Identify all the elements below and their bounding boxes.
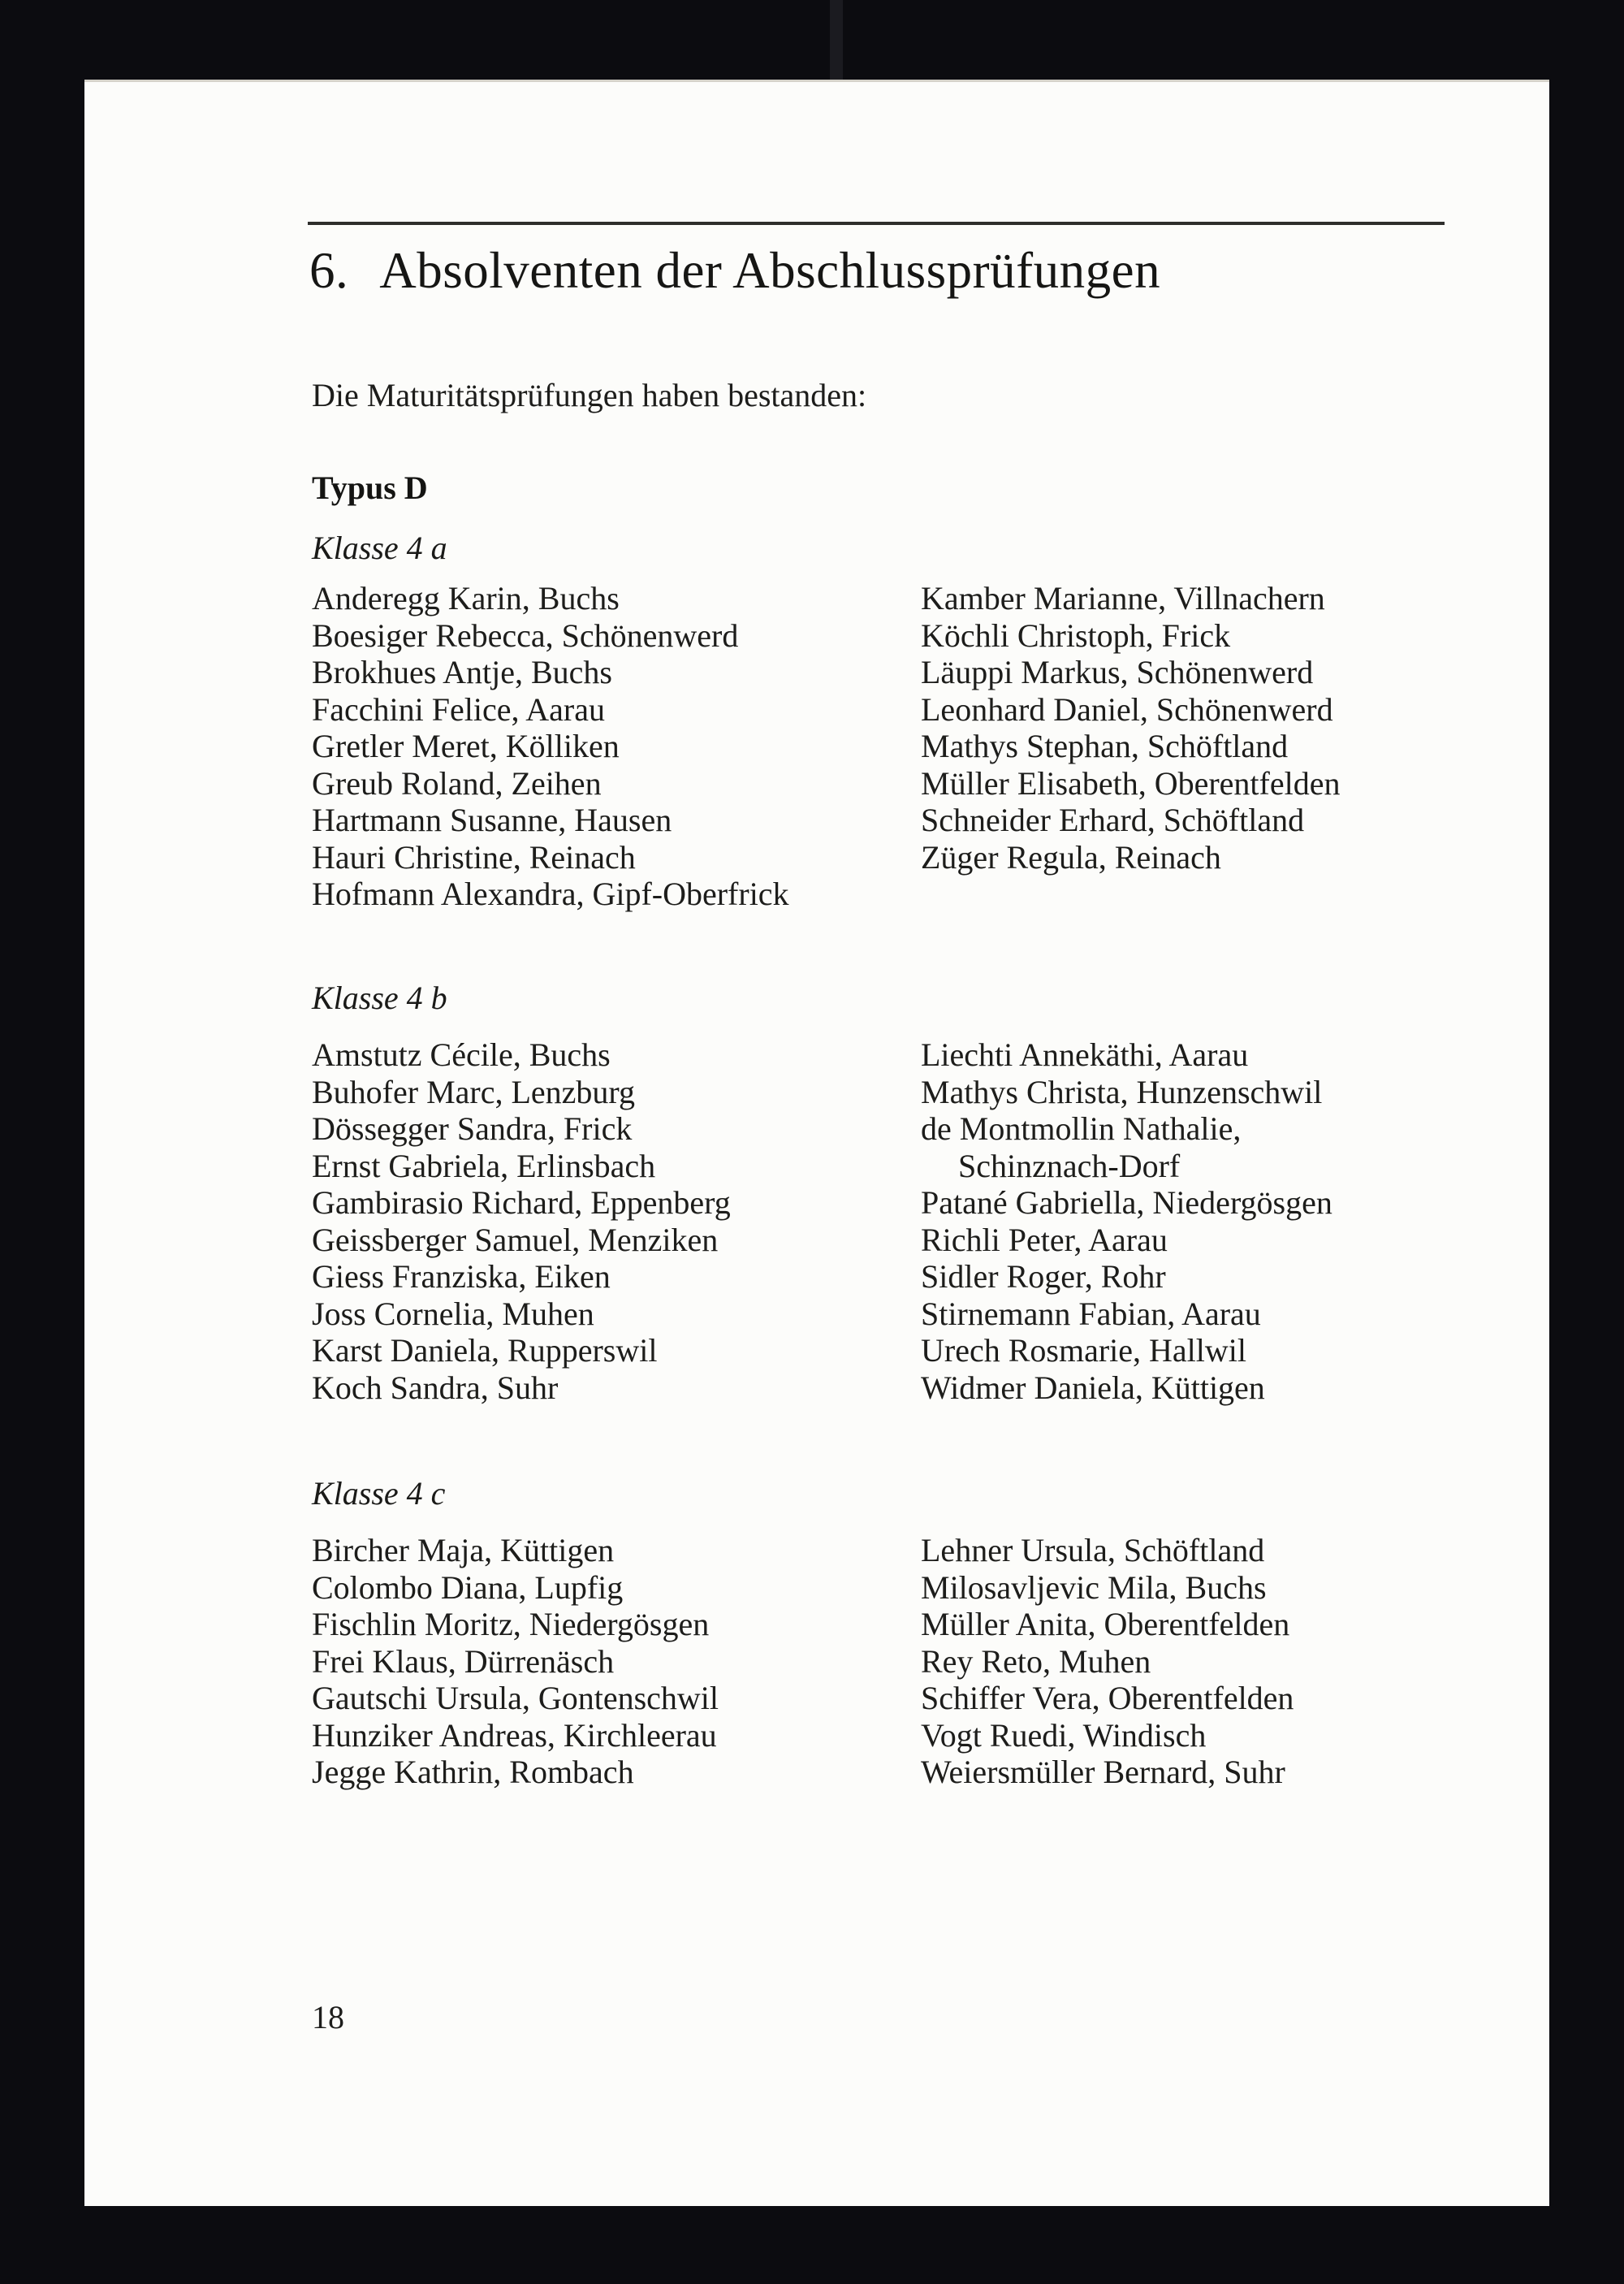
graduate-entry: Brokhues Antje, Buchs [312, 654, 612, 690]
graduates-columns [312, 1036, 1501, 1406]
graduate-entry: de Montmollin Nathalie, [921, 1110, 1242, 1147]
graduate-entry: Fischlin Moritz, Niedergösgen [312, 1606, 710, 1642]
graduate-entry: Rey Reto, Muhen [921, 1642, 1151, 1680]
graduate-entry: Läuppi Markus, Schönenwerd [921, 654, 1314, 690]
intro-text: Die Maturitätsprüfungen haben bestanden: [312, 377, 867, 413]
graduate-entry: Geissberger Samuel, Menziken [312, 1221, 719, 1258]
graduate-entry: Köchli Christoph, Frick [921, 616, 1231, 654]
graduate-entry: Liechti Annekäthi, Aarau [921, 1036, 1249, 1073]
graduates-column-right [921, 1036, 1501, 1406]
page-top-edge [84, 80, 1549, 82]
graduate-entry: Urech Rosmarie, Hallwil [921, 1332, 1246, 1369]
graduate-entry: Frei Klaus, Dürrenäsch [312, 1642, 615, 1680]
graduate-entry: Hartmann Susanne, Hausen [312, 802, 672, 838]
section-title [309, 242, 1160, 299]
graduate-entry: Sidler Roger, Rohr [921, 1258, 1166, 1295]
graduate-entry: Richli Peter, Aarau [921, 1221, 1168, 1258]
section-number: 6. [309, 242, 349, 299]
graduate-entry: Boesiger Rebecca, Schönenwerd [312, 616, 739, 654]
graduate-entry: Lehner Ursula, Schöftland [921, 1532, 1265, 1568]
graduate-entry: Widmer Daniela, Küttigen [921, 1369, 1265, 1406]
graduate-entry: Züger Regula, Reinach [921, 838, 1221, 876]
graduate-entry: Müller Elisabeth, Oberentfelden [921, 764, 1341, 802]
graduate-entry: Kamber Marianne, Villnachern [921, 580, 1325, 616]
klasse-label: Klasse 4 c [312, 1475, 446, 1512]
graduate-entry: Gautschi Ursula, Gontenschwil [312, 1680, 719, 1716]
graduates-column-left [312, 1532, 921, 1791]
graduate-entry: Schinznach-Dorf [958, 1147, 1181, 1184]
class-section-4c [312, 1475, 1501, 1791]
graduate-entry: Stirnemann Fabian, Aarau [921, 1295, 1261, 1332]
graduate-entry: Jegge Kathrin, Rombach [312, 1754, 634, 1790]
graduate-entry: Dössegger Sandra, Frick [312, 1110, 633, 1147]
graduate-entry: Koch Sandra, Suhr [312, 1369, 559, 1406]
graduates-column-right [921, 1532, 1501, 1791]
class-section-4b [312, 980, 1501, 1406]
graduate-entry: Patané Gabriella, Niedergösgen [921, 1184, 1332, 1221]
graduate-entry: Greub Roland, Zeihen [312, 764, 602, 802]
graduate-entry: Hofmann Alexandra, Gipf-Oberfrick [312, 876, 789, 912]
graduate-entry: Giess Franziska, Eiken [312, 1258, 611, 1295]
graduate-entry: Mathys Christa, Hunzenschwil [921, 1073, 1323, 1110]
klasse-label: Klasse 4 b [312, 980, 447, 1016]
graduate-entry: Gambirasio Richard, Eppenberg [312, 1184, 731, 1221]
graduates-column-left [312, 1036, 921, 1406]
class-section-4a [312, 530, 1501, 913]
graduate-entry: Weiersmüller Bernard, Suhr [921, 1754, 1285, 1790]
graduate-entry: Milosavljevic Mila, Buchs [921, 1568, 1267, 1606]
klasse-label: Klasse 4 a [312, 530, 447, 566]
graduate-entry: Facchini Felice, Aarau [312, 690, 605, 728]
graduate-entry: Joss Cornelia, Muhen [312, 1295, 594, 1332]
typus-heading: Typus D [312, 469, 428, 506]
graduate-entry: Buhofer Marc, Lenzburg [312, 1073, 636, 1110]
graduate-entry: Gretler Meret, Kölliken [312, 728, 620, 764]
page-number: 18 [312, 1999, 344, 2035]
section-title-text: Absolventen der Abschlussprüfungen [379, 242, 1161, 299]
scanner-light-streak [830, 0, 843, 81]
graduate-entry: Müller Anita, Oberentfelden [921, 1606, 1290, 1642]
graduate-entry: Schiffer Vera, Oberentfelden [921, 1680, 1294, 1716]
graduates-column-right [921, 580, 1501, 876]
graduate-entry: Vogt Ruedi, Windisch [921, 1716, 1207, 1754]
section-divider-rule [308, 222, 1445, 225]
graduate-entry: Hunziker Andreas, Kirchleerau [312, 1716, 717, 1754]
graduate-entry: Schneider Erhard, Schöftland [921, 802, 1305, 838]
graduate-entry: Hauri Christine, Reinach [312, 838, 636, 876]
graduate-entry: Anderegg Karin, Buchs [312, 580, 620, 616]
graduate-entry: Bircher Maja, Küttigen [312, 1532, 615, 1568]
document-page [84, 80, 1549, 2206]
graduate-entry: Karst Daniela, Rupperswil [312, 1332, 658, 1369]
graduates-columns [312, 1532, 1501, 1791]
graduates-columns [312, 580, 1501, 913]
graduate-entry: Mathys Stephan, Schöftland [921, 728, 1289, 764]
graduate-entry: Amstutz Cécile, Buchs [312, 1036, 611, 1073]
graduate-entry: Leonhard Daniel, Schönenwerd [921, 690, 1333, 728]
graduate-entry: Ernst Gabriela, Erlinsbach [312, 1147, 656, 1184]
graduate-entry: Colombo Diana, Lupfig [312, 1568, 624, 1606]
graduates-column-left [312, 580, 921, 913]
